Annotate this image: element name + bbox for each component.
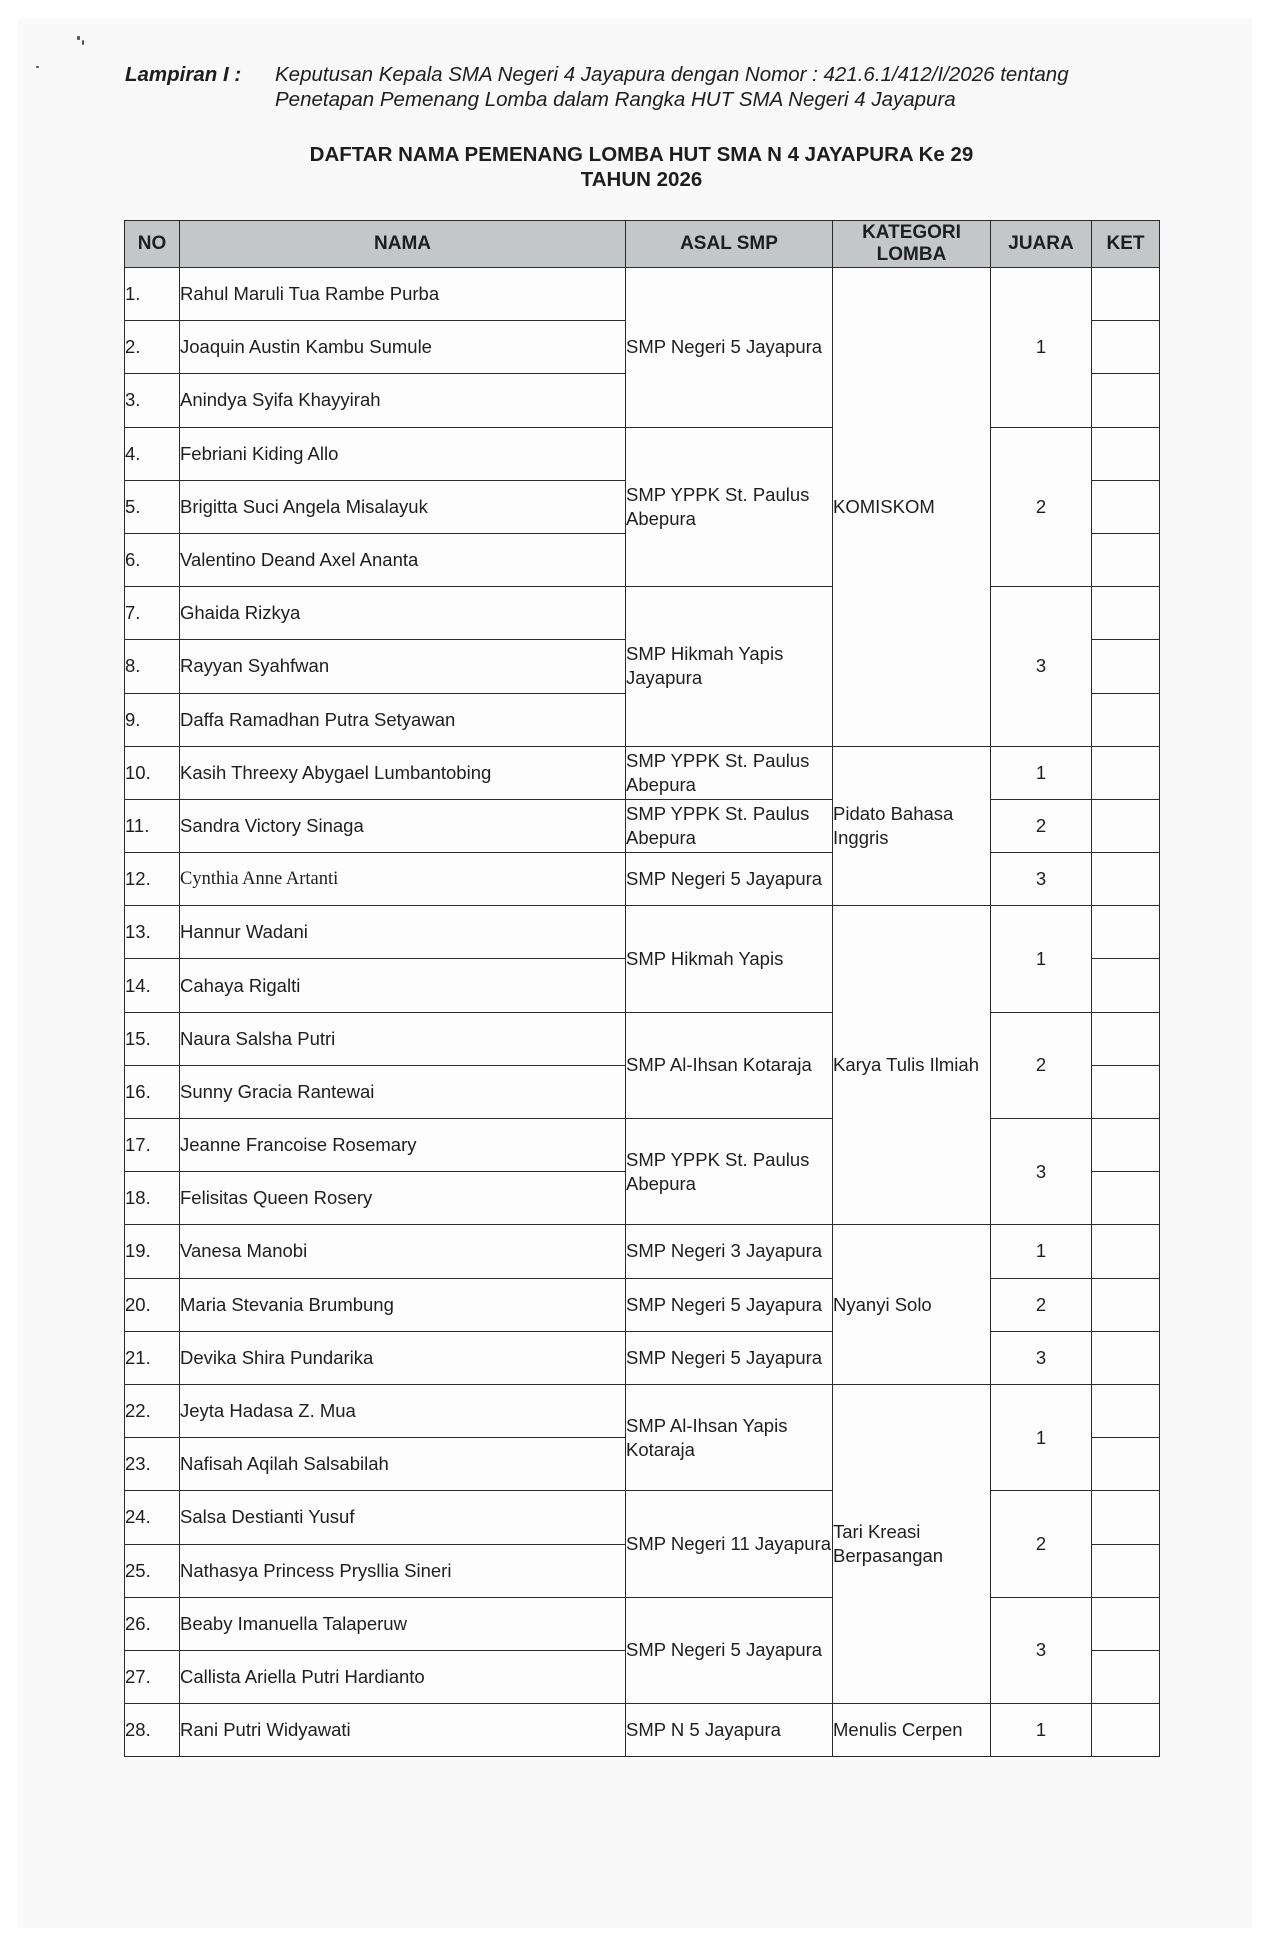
cell-kategori-lomba: Karya Tulis Ilmiah bbox=[833, 906, 991, 1225]
cell-asal-smp: SMP YPPK St. Paulus Abepura bbox=[626, 799, 833, 852]
cell-kategori-lomba: KOMISKOM bbox=[833, 268, 991, 747]
cell-ket bbox=[1092, 1172, 1160, 1225]
cell-nama: Maria Stevania Brumbung bbox=[180, 1278, 626, 1331]
cell-ket bbox=[1092, 1119, 1160, 1172]
cell-no: 22. bbox=[125, 1384, 180, 1437]
document-title bbox=[124, 142, 1159, 192]
cell-juara: 1 bbox=[991, 1704, 1092, 1757]
cell-no: 26. bbox=[125, 1597, 180, 1650]
cell-kategori-lomba: Nyanyi Solo bbox=[833, 1225, 991, 1385]
cell-ket bbox=[1092, 693, 1160, 746]
cell-ket bbox=[1092, 1544, 1160, 1597]
cell-no: 13. bbox=[125, 906, 180, 959]
cell-juara: 2 bbox=[991, 1012, 1092, 1118]
cell-ket bbox=[1092, 853, 1160, 906]
cell-nama: Callista Ariella Putri Hardianto bbox=[180, 1650, 626, 1703]
scan-speck bbox=[77, 36, 80, 40]
cell-ket bbox=[1092, 1225, 1160, 1278]
cell-no: 17. bbox=[125, 1119, 180, 1172]
cell-juara: 2 bbox=[991, 1278, 1092, 1331]
cell-no: 16. bbox=[125, 1065, 180, 1118]
cell-nama: Kasih Threexy Abygael Lumbantobing bbox=[180, 746, 626, 799]
cell-asal-smp: SMP YPPK St. Paulus Abepura bbox=[626, 746, 833, 799]
cell-nama: Ghaida Rizkya bbox=[180, 587, 626, 640]
cell-ket bbox=[1092, 321, 1160, 374]
cell-ket bbox=[1092, 799, 1160, 852]
cell-no: 3. bbox=[125, 374, 180, 427]
cell-nama: Vanesa Manobi bbox=[180, 1225, 626, 1278]
cell-no: 25. bbox=[125, 1544, 180, 1597]
cell-no: 21. bbox=[125, 1331, 180, 1384]
table-row bbox=[125, 1225, 1160, 1278]
cell-nama: Rahul Maruli Tua Rambe Purba bbox=[180, 268, 626, 321]
cell-nama: Brigitta Suci Angela Misalayuk bbox=[180, 480, 626, 533]
cell-nama: Nafisah Aqilah Salsabilah bbox=[180, 1438, 626, 1491]
cell-no: 15. bbox=[125, 1012, 180, 1065]
cell-asal-smp: SMP YPPK St. Paulus Abepura bbox=[626, 427, 833, 587]
cell-ket bbox=[1092, 1065, 1160, 1118]
cell-no: 11. bbox=[125, 799, 180, 852]
cell-no: 20. bbox=[125, 1278, 180, 1331]
cell-no: 28. bbox=[125, 1704, 180, 1757]
cell-no: 27. bbox=[125, 1650, 180, 1703]
cell-ket bbox=[1092, 1012, 1160, 1065]
cell-kategori-lomba: Pidato Bahasa Inggris bbox=[833, 746, 991, 906]
cell-ket bbox=[1092, 268, 1160, 321]
cell-asal-smp: SMP N 5 Jayapura bbox=[626, 1704, 833, 1757]
cell-no: 10. bbox=[125, 746, 180, 799]
cell-no: 4. bbox=[125, 427, 180, 480]
cell-ket bbox=[1092, 374, 1160, 427]
cell-nama: Anindya Syifa Khayyirah bbox=[180, 374, 626, 427]
cell-asal-smp: SMP Negeri 3 Jayapura bbox=[626, 1225, 833, 1278]
cell-no: 24. bbox=[125, 1491, 180, 1544]
cell-nama: Salsa Destianti Yusuf bbox=[180, 1491, 626, 1544]
title-line-1: DAFTAR NAMA PEMENANG LOMBA HUT SMA N 4 JAYAPURA Ke 29 bbox=[309, 143, 974, 166]
cell-ket bbox=[1092, 1650, 1160, 1703]
cell-ket bbox=[1092, 1331, 1160, 1384]
cell-juara: 3 bbox=[991, 1119, 1092, 1225]
cell-no: 8. bbox=[125, 640, 180, 693]
column-header-juara: JUARA bbox=[991, 221, 1092, 268]
cell-nama: Felisitas Queen Rosery bbox=[180, 1172, 626, 1225]
cell-no: 19. bbox=[125, 1225, 180, 1278]
cell-nama: Sunny Gracia Rantewai bbox=[180, 1065, 626, 1118]
cell-nama: Naura Salsha Putri bbox=[180, 1012, 626, 1065]
cell-nama: Beaby Imanuella Talaperuw bbox=[180, 1597, 626, 1650]
table-row bbox=[125, 1704, 1160, 1757]
cell-no: 18. bbox=[125, 1172, 180, 1225]
cell-ket bbox=[1092, 906, 1160, 959]
cell-ket bbox=[1092, 959, 1160, 1012]
column-header-kategori-line-2: LOMBA bbox=[876, 244, 947, 265]
cell-asal-smp: SMP Hikmah Yapis bbox=[626, 906, 833, 1012]
table-row bbox=[125, 799, 1160, 852]
cell-ket bbox=[1092, 1491, 1160, 1544]
cell-asal-smp: SMP YPPK St. Paulus Abepura bbox=[626, 1119, 833, 1225]
cell-asal-smp: SMP Hikmah Yapis Jayapura bbox=[626, 587, 833, 747]
cell-nama: Jeyta Hadasa Z. Mua bbox=[180, 1384, 626, 1437]
cell-nama: Hannur Wadani bbox=[180, 906, 626, 959]
winners-table bbox=[124, 220, 1160, 1757]
column-header-asal-smp: ASAL SMP bbox=[626, 221, 833, 268]
cell-kategori-lomba: Tari Kreasi Berpasangan bbox=[833, 1384, 991, 1703]
cell-no: 1. bbox=[125, 268, 180, 321]
cell-ket bbox=[1092, 1384, 1160, 1437]
table-row bbox=[125, 1597, 1160, 1650]
cell-asal-smp: SMP Negeri 5 Jayapura bbox=[626, 1597, 833, 1703]
table-row bbox=[125, 1331, 1160, 1384]
cell-ket bbox=[1092, 533, 1160, 586]
cell-nama: Devika Shira Pundarika bbox=[180, 1331, 626, 1384]
column-header-kategori-line-1: KATEGORI bbox=[862, 222, 961, 243]
cell-juara: 2 bbox=[991, 1491, 1092, 1597]
cell-asal-smp: SMP Negeri 5 Jayapura bbox=[626, 1278, 833, 1331]
cell-asal-smp: SMP Al-Ihsan Kotaraja bbox=[626, 1012, 833, 1118]
cell-ket bbox=[1092, 427, 1160, 480]
cell-nama: Rayyan Syahfwan bbox=[180, 640, 626, 693]
scan-speck bbox=[36, 66, 39, 68]
cell-nama: Sandra Victory Sinaga bbox=[180, 799, 626, 852]
cell-no: 6. bbox=[125, 533, 180, 586]
cell-nama: Cynthia Anne Artanti bbox=[180, 853, 626, 906]
cell-nama: Febriani Kiding Allo bbox=[180, 427, 626, 480]
cell-nama: Nathasya Princess Prysllia Sineri bbox=[180, 1544, 626, 1597]
table-row bbox=[125, 1012, 1160, 1065]
cell-ket bbox=[1092, 1597, 1160, 1650]
cell-no: 23. bbox=[125, 1438, 180, 1491]
cell-no: 7. bbox=[125, 587, 180, 640]
cell-no: 5. bbox=[125, 480, 180, 533]
cell-nama: Rani Putri Widyawati bbox=[180, 1704, 626, 1757]
cell-nama: Cahaya Rigalti bbox=[180, 959, 626, 1012]
column-header-ket: KET bbox=[1092, 221, 1160, 268]
cell-juara: 3 bbox=[991, 1597, 1092, 1703]
column-header-kategori-lomba bbox=[833, 221, 991, 268]
cell-no: 9. bbox=[125, 693, 180, 746]
table-row bbox=[125, 427, 1160, 480]
table-row bbox=[125, 746, 1160, 799]
cell-ket bbox=[1092, 587, 1160, 640]
cell-no: 2. bbox=[125, 321, 180, 374]
cell-juara: 3 bbox=[991, 1331, 1092, 1384]
table-row bbox=[125, 906, 1160, 959]
column-header-no: NO bbox=[125, 221, 180, 268]
cell-ket bbox=[1092, 480, 1160, 533]
attachment-line-1: Keputusan Kepala SMA Negeri 4 Jayapura dengan Nomor : 421.6.1/412/I/2026 tentang bbox=[275, 63, 1069, 86]
cell-nama: Joaquin Austin Kambu Sumule bbox=[180, 321, 626, 374]
cell-no: 12. bbox=[125, 853, 180, 906]
title-line-2: TAHUN 2026 bbox=[580, 168, 703, 191]
table-row bbox=[125, 1119, 1160, 1172]
table-row bbox=[125, 853, 1160, 906]
scan-speck bbox=[82, 40, 84, 45]
table-row bbox=[125, 1384, 1160, 1437]
cell-asal-smp: SMP Negeri 5 Jayapura bbox=[626, 1331, 833, 1384]
cell-juara: 3 bbox=[991, 853, 1092, 906]
attachment-label: Lampiran I : bbox=[125, 63, 242, 86]
cell-asal-smp: SMP Negeri 5 Jayapura bbox=[626, 853, 833, 906]
cell-ket bbox=[1092, 1704, 1160, 1757]
cell-juara: 1 bbox=[991, 746, 1092, 799]
cell-juara: 1 bbox=[991, 268, 1092, 428]
table-header-row bbox=[125, 221, 1160, 268]
cell-juara: 1 bbox=[991, 1384, 1092, 1490]
cell-ket bbox=[1092, 640, 1160, 693]
table-row bbox=[125, 268, 1160, 321]
cell-asal-smp: SMP Negeri 5 Jayapura bbox=[626, 268, 833, 428]
table-row bbox=[125, 1278, 1160, 1331]
cell-nama: Valentino Deand Axel Ananta bbox=[180, 533, 626, 586]
cell-asal-smp: SMP Al-Ihsan Yapis Kotaraja bbox=[626, 1384, 833, 1490]
table-row bbox=[125, 587, 1160, 640]
table-body bbox=[125, 268, 1160, 1757]
cell-juara: 2 bbox=[991, 799, 1092, 852]
attachment-line-2: Penetapan Pemenang Lomba dalam Rangka HUT SMA Negeri 4 Jayapura bbox=[275, 88, 956, 111]
cell-juara: 3 bbox=[991, 587, 1092, 747]
cell-nama: Jeanne Francoise Rosemary bbox=[180, 1119, 626, 1172]
cell-nama: Daffa Ramadhan Putra Setyawan bbox=[180, 693, 626, 746]
cell-juara: 1 bbox=[991, 1225, 1092, 1278]
attachment-description bbox=[275, 62, 1175, 112]
column-header-nama: NAMA bbox=[180, 221, 626, 268]
cell-juara: 1 bbox=[991, 906, 1092, 1012]
cell-ket bbox=[1092, 1278, 1160, 1331]
cell-kategori-lomba: Menulis Cerpen bbox=[833, 1704, 991, 1757]
cell-asal-smp: SMP Negeri 11 Jayapura bbox=[626, 1491, 833, 1597]
cell-juara: 2 bbox=[991, 427, 1092, 587]
cell-ket bbox=[1092, 1438, 1160, 1491]
table-row bbox=[125, 1491, 1160, 1544]
cell-no: 14. bbox=[125, 959, 180, 1012]
cell-ket bbox=[1092, 746, 1160, 799]
